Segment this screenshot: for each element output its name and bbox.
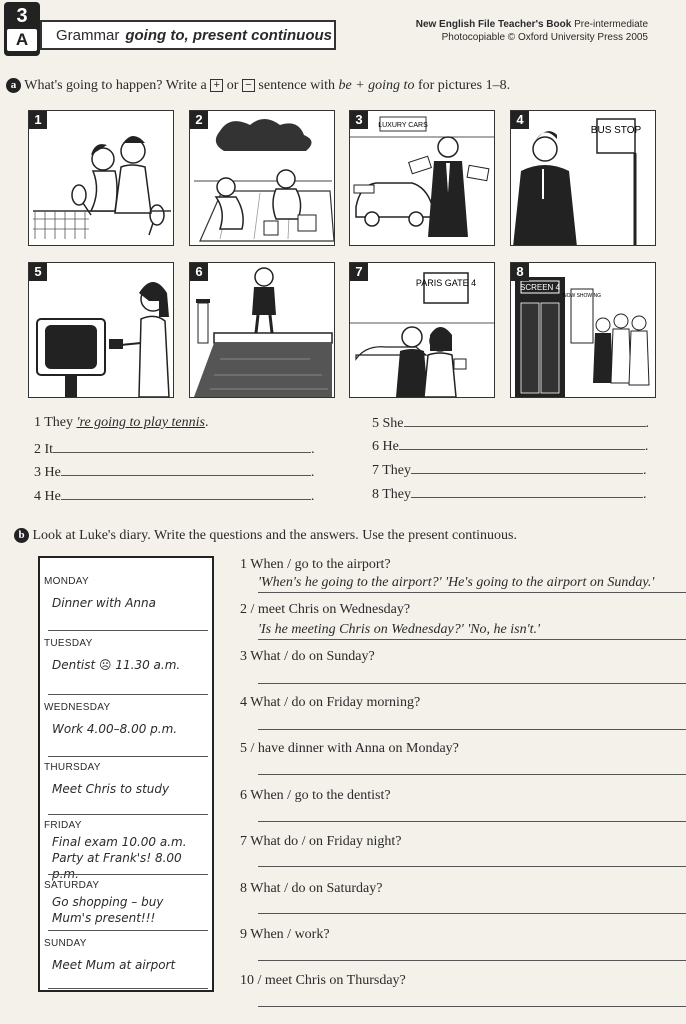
- book-level: Pre-intermediate: [574, 19, 648, 30]
- section-a-marker: a: [6, 78, 21, 93]
- day-entry: Dentist ☹ 11.30 a.m.: [52, 658, 181, 672]
- picture-number: 7: [350, 263, 368, 281]
- picture-number: 1: [29, 111, 47, 129]
- question-prompt: What / do on Sunday?: [250, 649, 375, 664]
- picture-6: [189, 262, 335, 398]
- day-name: SATURDAY: [44, 880, 100, 891]
- question-prompt: / meet Chris on Wednesday?: [250, 602, 411, 617]
- sentence-end: .: [204, 415, 209, 430]
- question-number: 9: [240, 927, 247, 942]
- sentence-end: .: [310, 465, 315, 480]
- question-prompt: What / do on Saturday?: [250, 881, 383, 896]
- answer-line[interactable]: [258, 729, 686, 730]
- question-5: [240, 741, 459, 757]
- answer-line[interactable]: [411, 461, 643, 474]
- answer-line[interactable]: [258, 592, 686, 593]
- answer-line[interactable]: [61, 463, 311, 476]
- question-prompt: / meet Chris on Thursday?: [257, 973, 406, 988]
- answer-line[interactable]: [411, 485, 643, 498]
- cinema-queue-illustration: [511, 263, 656, 398]
- section-b-text: Look at Luke's diary. Write the questions and the answers. Use the present continuous.: [32, 528, 517, 543]
- instr-or: or: [226, 78, 239, 93]
- diary-day-thursday: [44, 762, 210, 797]
- day-name: SUNDAY: [44, 938, 87, 949]
- question-6: [240, 788, 391, 804]
- day-name: THURSDAY: [44, 762, 101, 773]
- sentence-number: 7: [372, 463, 379, 478]
- diary-rule: [48, 988, 208, 989]
- bus-stop-sign: BUS STOP: [590, 125, 642, 136]
- question-number: 5: [240, 741, 247, 756]
- question-prompt: What / do on Friday morning?: [250, 695, 421, 710]
- sentence-1: [34, 415, 208, 431]
- section-b-marker: b: [14, 528, 29, 543]
- picture-1: [28, 110, 174, 246]
- sentence-7: [372, 461, 647, 479]
- day-entry: Meet Chris to study: [52, 782, 170, 796]
- question-8: [240, 881, 382, 897]
- question-number: 2: [240, 602, 247, 617]
- diary-day-tuesday: [44, 638, 210, 673]
- question-4: [240, 695, 420, 711]
- diary-day-wednesday: [44, 702, 210, 737]
- answer-line[interactable]: [258, 960, 686, 961]
- answer-line[interactable]: [258, 821, 686, 822]
- minus-box: −: [242, 79, 255, 92]
- title-prefix: Grammar: [56, 26, 120, 44]
- sentence-end: .: [311, 442, 315, 457]
- picture-number: 2: [190, 111, 208, 129]
- unit-number: 3: [16, 5, 28, 27]
- question-7: [240, 834, 402, 850]
- sentence-subject: They: [44, 415, 74, 430]
- instr-text-3: for pictures 1–8.: [417, 78, 511, 93]
- question-number: 1: [240, 557, 247, 572]
- question-prompt: When / go to the dentist?: [250, 788, 391, 803]
- sentence-subject: He: [44, 465, 61, 480]
- picture-7: [349, 262, 495, 398]
- question-9: [240, 927, 330, 943]
- television-illustration: [29, 263, 174, 398]
- question-3: [240, 649, 375, 665]
- question-number: 10: [240, 973, 254, 988]
- instr-text-2: sentence with: [258, 78, 335, 93]
- day-entry: Meet Mum at airport: [52, 958, 176, 972]
- question-prompt: When / go to the airport?: [250, 557, 391, 572]
- sentence-subject: They: [382, 487, 412, 502]
- diary-rule: [48, 874, 208, 875]
- question-number: 4: [240, 695, 247, 710]
- sentence-number: 4: [34, 489, 41, 504]
- diary-day-monday: [44, 576, 210, 611]
- question-10: [240, 973, 406, 989]
- sentence-end: .: [644, 439, 649, 454]
- diary-rule: [48, 814, 208, 815]
- question-number: 8: [240, 881, 247, 896]
- picture-number: 3: [350, 111, 368, 129]
- paris-gate-sign: PARIS GATE 4: [415, 278, 477, 288]
- title-topic: going to, present continuous: [125, 26, 332, 44]
- diary-day-sunday: [44, 938, 210, 973]
- sentence-6: [372, 437, 648, 455]
- sentence-end: .: [643, 463, 647, 478]
- picture-number: 6: [190, 263, 208, 281]
- answer-line[interactable]: [258, 913, 686, 914]
- sentence-subject: It: [44, 442, 54, 457]
- sentence-5: [372, 414, 649, 432]
- picture-2: [189, 110, 335, 246]
- section-b-instruction: [14, 528, 517, 544]
- instr-text-1: What's going to happen? Write a: [24, 78, 207, 93]
- picture-number: 8: [511, 263, 529, 281]
- answer-line[interactable]: [258, 1006, 686, 1007]
- question-number: 3: [240, 649, 247, 664]
- day-name: MONDAY: [44, 576, 89, 587]
- sentence-end: .: [643, 487, 647, 502]
- day-name: TUESDAY: [44, 638, 93, 649]
- question-1: [240, 557, 391, 573]
- publisher-info: [416, 18, 648, 44]
- question-number: 6: [240, 788, 247, 803]
- book-title: New English File Teacher's Book: [415, 19, 572, 30]
- question-prompt: What do / on Friday night?: [250, 834, 402, 849]
- answer-line[interactable]: [258, 774, 686, 775]
- unit-letter: A: [7, 29, 37, 51]
- picture-8: [510, 262, 656, 398]
- sentence-4: [34, 487, 314, 505]
- water-edge-illustration: [190, 263, 335, 398]
- sentence-number: 1: [34, 415, 41, 430]
- answer-line[interactable]: [399, 437, 645, 450]
- sentence-3: [34, 463, 314, 481]
- diary-rule: [48, 930, 208, 931]
- picture-number: 4: [511, 111, 529, 129]
- unit-badge: [4, 2, 40, 56]
- sentence-subject: He: [382, 439, 399, 454]
- car-showroom-illustration: [350, 111, 495, 246]
- diary-rule: [48, 630, 208, 631]
- day-name: FRIDAY: [44, 820, 82, 831]
- bus-stop-illustration: [511, 111, 656, 246]
- answer-line[interactable]: [258, 683, 686, 684]
- sentence-number: 3: [34, 465, 41, 480]
- question-2-answer: 'Is he meeting Chris on Wednesday?' 'No, he isn't.': [258, 622, 540, 637]
- day-name: WEDNESDAY: [44, 702, 111, 713]
- diary-day-friday: [44, 820, 210, 882]
- lukes-diary: [38, 556, 214, 992]
- sentence-subject: He: [44, 489, 61, 504]
- sentence-answer: 're going to play tennis: [76, 415, 205, 430]
- sentence-number: 8: [372, 487, 379, 502]
- sentence-2: [34, 440, 315, 458]
- answer-line[interactable]: [258, 639, 686, 640]
- copyright: Photocopiable © Oxford University Press 2005: [441, 32, 648, 43]
- sentence-subject: She: [382, 416, 404, 431]
- picture-3: [349, 110, 495, 246]
- picnic-rain-cloud-illustration: [190, 111, 335, 246]
- now-showing-poster: NOW SHOWING: [562, 293, 602, 299]
- day-entry: Dinner with Anna: [52, 596, 156, 610]
- sentence-number: 6: [372, 439, 379, 454]
- question-prompt: When / work?: [250, 927, 330, 942]
- tennis-players-illustration: [29, 111, 174, 246]
- question-2: [240, 602, 410, 618]
- sentence-end: .: [310, 489, 315, 504]
- sentence-number: 2: [34, 442, 41, 457]
- picture-4: [510, 110, 656, 246]
- luxury-cars-sign: LUXURY CARS: [378, 122, 428, 129]
- section-a-instruction: [6, 78, 510, 94]
- picture-5: [28, 262, 174, 398]
- answer-line[interactable]: [404, 414, 646, 427]
- sentence-number: 5: [372, 416, 379, 431]
- diary-rule: [48, 694, 208, 695]
- answer-line[interactable]: [53, 440, 311, 453]
- sentence-8: [372, 485, 647, 503]
- diary-day-saturday: [44, 880, 210, 926]
- airport-gate-illustration: [350, 263, 495, 398]
- day-entry: Final exam 10.00 a.m. Party at Frank's! 8.00 p.m.: [52, 835, 187, 881]
- page-title: [40, 20, 336, 50]
- answer-line[interactable]: [61, 487, 311, 500]
- question-prompt: / have dinner with Anna on Monday?: [250, 741, 459, 756]
- day-entry: Work 4.00–8.00 p.m.: [52, 722, 178, 736]
- question-number: 7: [240, 834, 247, 849]
- diary-rule: [48, 756, 208, 757]
- plus-box: +: [210, 79, 223, 92]
- screen-4-sign: SCREEN 4: [519, 283, 561, 292]
- instr-be-going-to: be + going to: [338, 78, 415, 93]
- picture-number: 5: [29, 263, 47, 281]
- question-1-answer: 'When's he going to the airport?' 'He's going to the airport on Sunday.': [258, 575, 655, 590]
- day-entry: Go shopping – buy Mum's present!!!: [52, 895, 164, 925]
- sentence-subject: They: [382, 463, 412, 478]
- sentence-end: .: [645, 416, 649, 431]
- answer-line[interactable]: [258, 866, 686, 867]
